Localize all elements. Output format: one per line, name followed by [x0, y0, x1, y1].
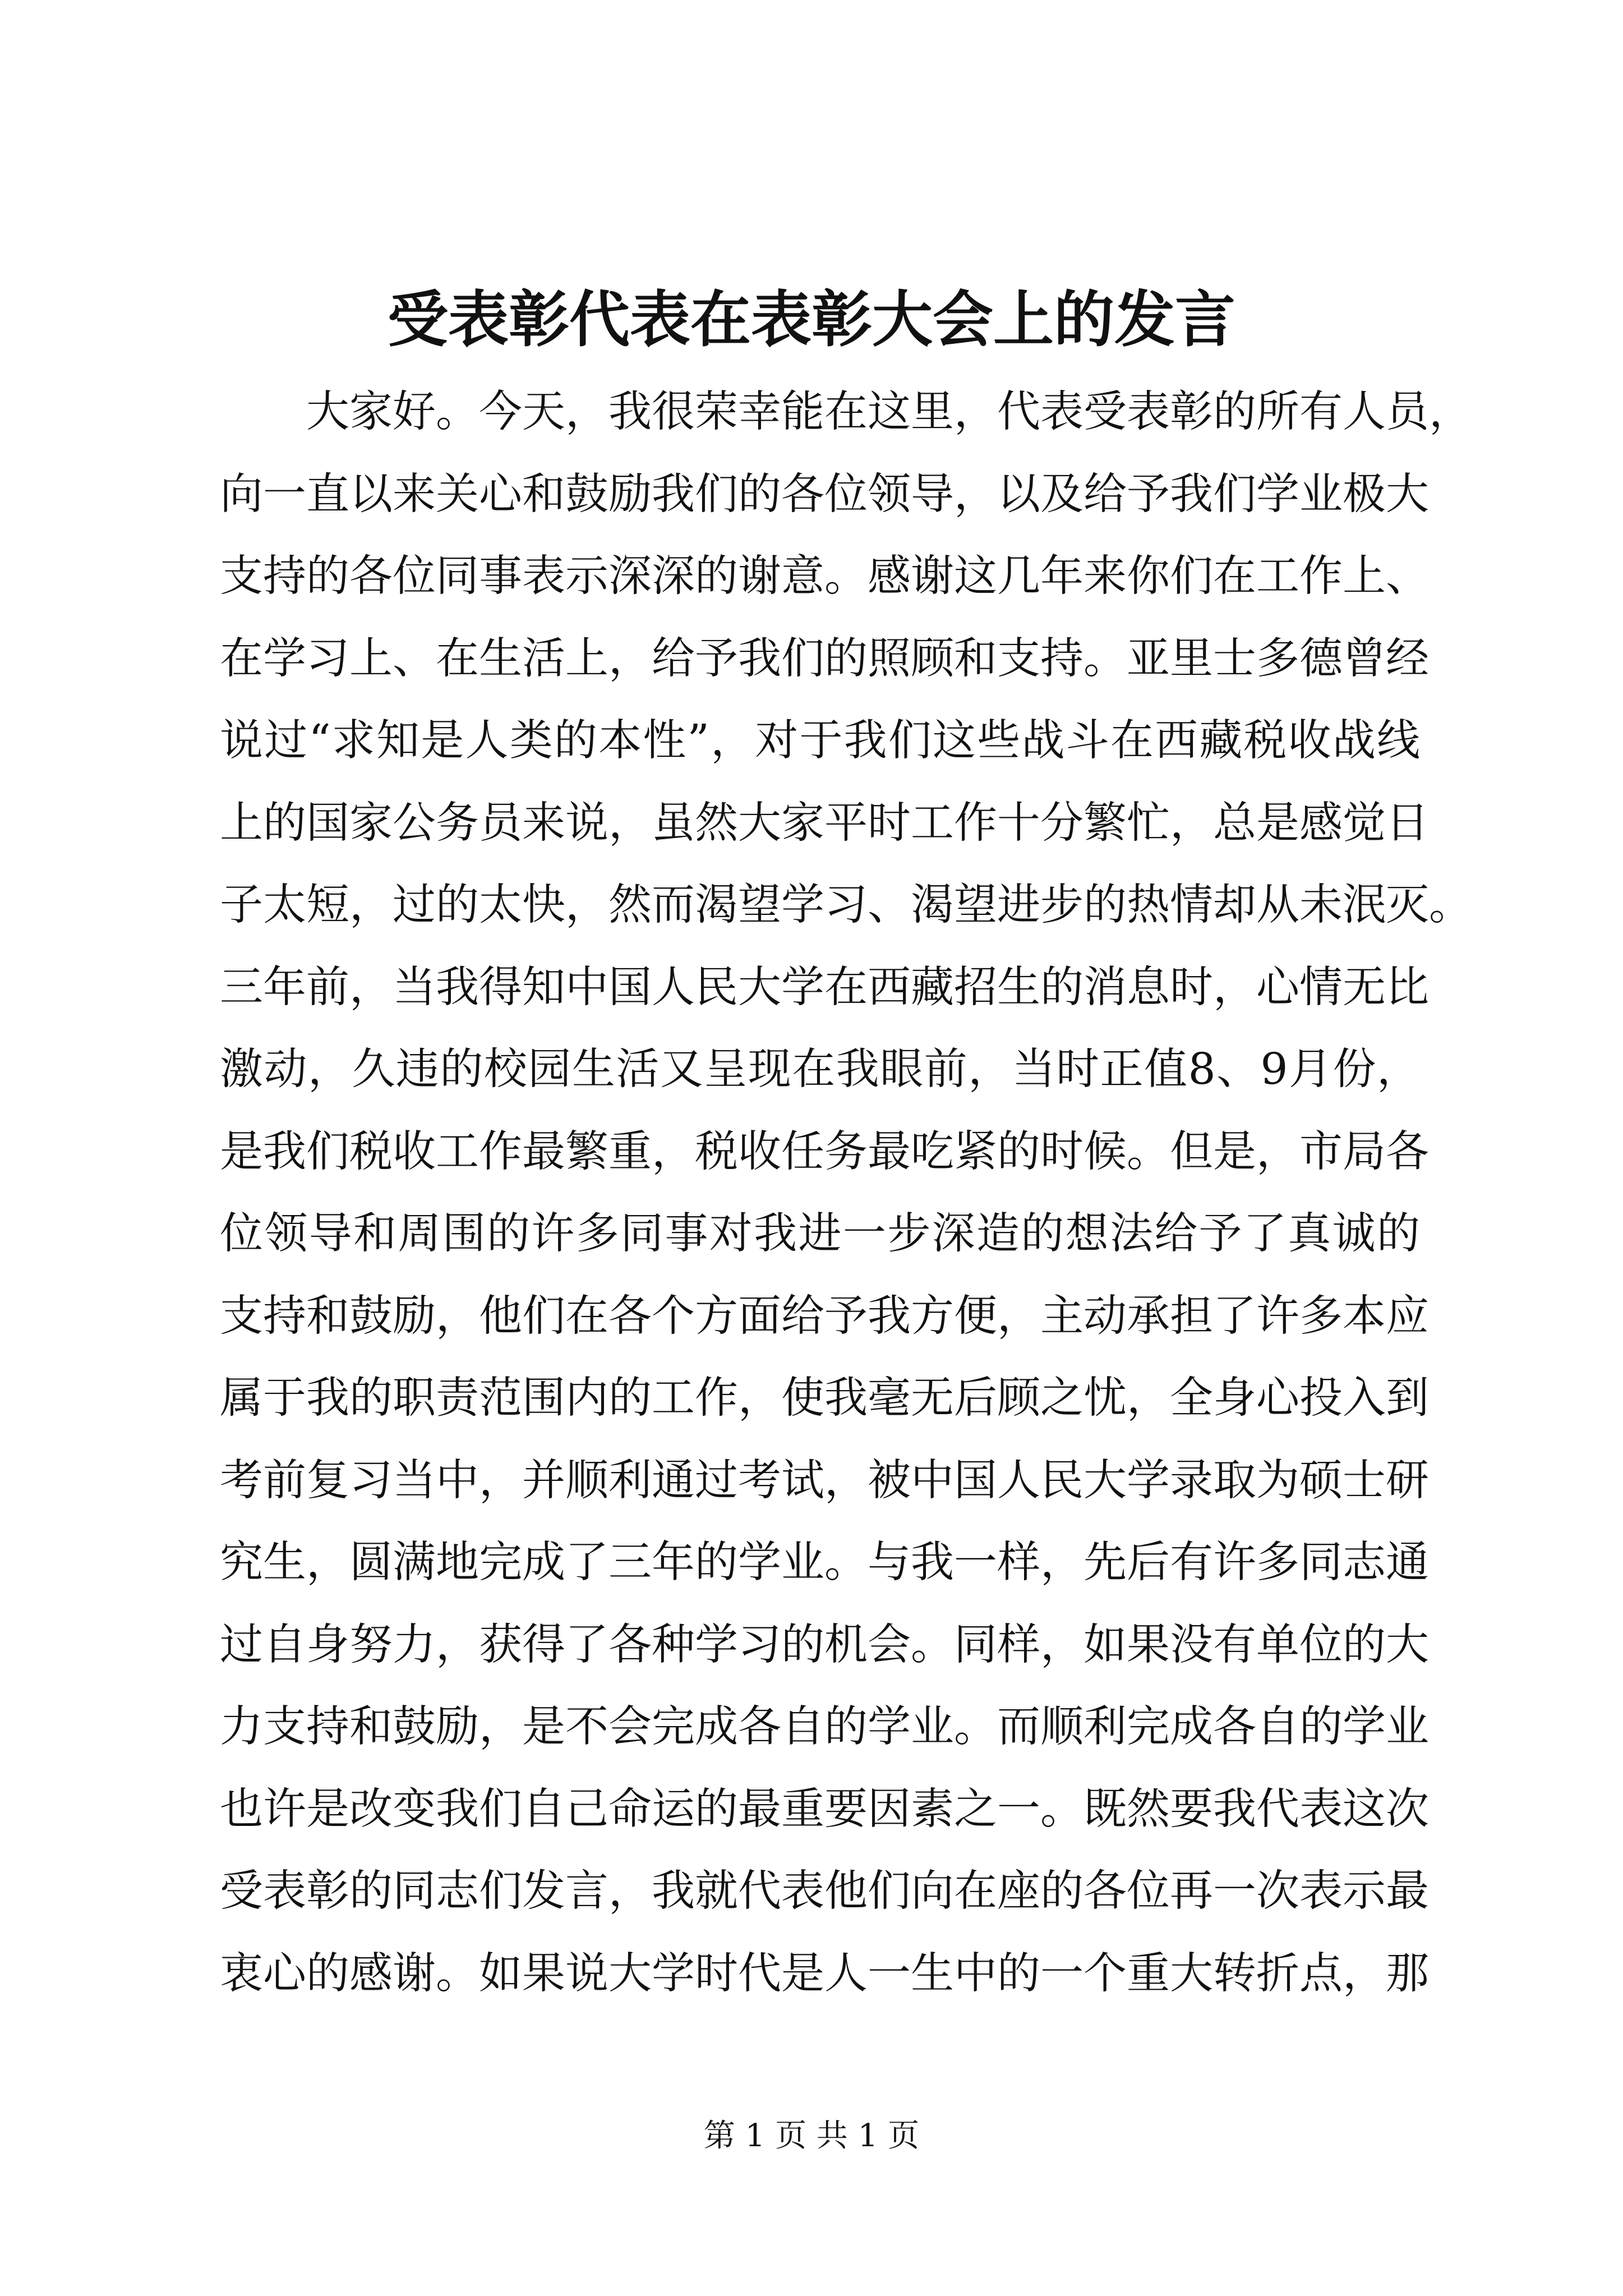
body-line: 受表彰的同志们发言，我就代表他们向在座的各位再一次表示最: [220, 1866, 1429, 1916]
body-line: 支持的各位同事表示深深的谢意。感谢这几年来你们在工作上、: [220, 551, 1429, 601]
document-body: [220, 371, 1472, 2015]
body-line: 究生，圆满地完成了三年的学业。与我一样，先后有许多同志通: [220, 1538, 1429, 1588]
body-line: 说过“求知是人类的本性”，对于我们这些战斗在西藏税收战线: [220, 716, 1420, 766]
body-line: 子太短，过的太快，然而渴望学习、渴望进步的热情却从未泯灭。: [220, 880, 1472, 930]
body-line: 大家好。今天，我很荣幸能在这里，代表受表彰的所有人员，: [306, 387, 1472, 437]
body-line: 在学习上、在生活上，给予我们的照顾和支持。亚里士多德曾经: [220, 633, 1429, 684]
body-line: 是我们税收工作最繁重，税收任务最吃紧的时候。但是，市局各: [220, 1126, 1429, 1177]
document-title: 受表彰代表在表彰大会上的发言: [387, 284, 1235, 355]
body-line: 三年前，当我得知中国人民大学在西藏招生的消息时，心情无比: [220, 962, 1429, 1013]
body-line: 向一直以来关心和鼓励我们的各位领导，以及给予我们学业极大: [220, 469, 1429, 519]
body-line: 位领导和周围的许多同事对我进一步深造的想法给予了真诚的: [220, 1209, 1420, 1259]
body-line: 力支持和鼓励，是不会完成各自的学业。而顺利完成各自的学业: [220, 1702, 1429, 1752]
body-line: 属于我的职责范围内的工作，使我毫无后顾之忧，全身心投入到: [220, 1373, 1429, 1423]
body-line: 衷心的感谢。如果说大学时代是人一生中的一个重大转折点，那: [220, 1948, 1429, 1999]
page-footer: 第 1 页 共 1 页: [703, 2118, 920, 2154]
body-line: 过自身努力，获得了各种学习的机会。同样，如果没有单位的大: [220, 1619, 1429, 1670]
body-line: 激动，久违的校园生活又呈现在我眼前，当时正值8、9月份，: [220, 1045, 1420, 1094]
body-line: 支持和鼓励，他们在各个方面给予我方便，主动承担了许多本应: [220, 1291, 1429, 1341]
body-line: 考前复习当中，并顺利通过考试，被中国人民大学录取为硕士研: [220, 1455, 1429, 1506]
body-line: 也许是改变我们自己命运的最重要因素之一。既然要我代表这次: [220, 1784, 1429, 1834]
body-line: 上的国家公务员来说，虽然大家平时工作十分繁忙，总是感觉日: [220, 798, 1429, 848]
